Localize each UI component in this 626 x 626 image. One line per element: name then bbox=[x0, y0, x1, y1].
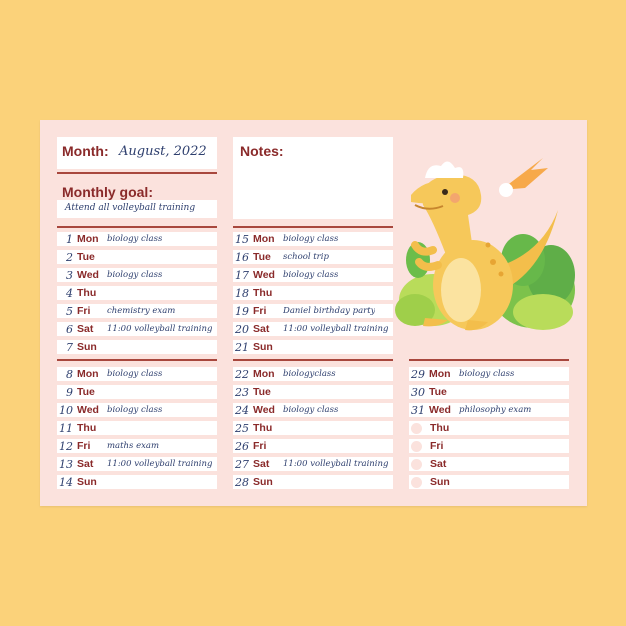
month-rule bbox=[57, 172, 217, 174]
month-value: August, 2022 bbox=[119, 144, 207, 159]
day-number: 10 bbox=[59, 403, 73, 417]
empty-day-marker bbox=[411, 477, 422, 488]
day-number: 19 bbox=[235, 304, 249, 318]
month-box bbox=[57, 137, 217, 169]
day-number: 30 bbox=[411, 385, 425, 399]
col1-top-rule bbox=[57, 226, 217, 228]
col1-mid-rule bbox=[57, 359, 217, 361]
day-note: 11:00 volleyball training bbox=[283, 324, 389, 334]
day-name: Sun bbox=[253, 476, 273, 488]
day-name: Tue bbox=[253, 251, 271, 263]
day-row[interactable] bbox=[57, 250, 217, 264]
day-name: Wed bbox=[429, 404, 451, 416]
day-note: maths exam bbox=[107, 441, 160, 451]
day-row[interactable] bbox=[233, 286, 393, 300]
day-note: biology class bbox=[107, 270, 163, 280]
day-row[interactable] bbox=[233, 385, 393, 399]
day-row[interactable] bbox=[57, 367, 217, 381]
day-number: 14 bbox=[59, 475, 73, 489]
day-row[interactable] bbox=[409, 403, 569, 417]
day-note: school trip bbox=[283, 252, 329, 262]
day-row[interactable] bbox=[57, 457, 217, 471]
day-name: Thu bbox=[253, 287, 273, 299]
day-row[interactable] bbox=[57, 340, 217, 354]
day-row[interactable] bbox=[57, 385, 217, 399]
day-row[interactable] bbox=[57, 421, 217, 435]
day-row[interactable] bbox=[409, 367, 569, 381]
day-name: Fri bbox=[430, 440, 444, 452]
day-number: 18 bbox=[235, 286, 249, 300]
day-name: Wed bbox=[253, 269, 275, 281]
day-note: Daniel birthday party bbox=[283, 306, 376, 316]
day-name: Thu bbox=[77, 422, 97, 434]
day-number: 13 bbox=[59, 457, 73, 471]
day-number: 5 bbox=[66, 304, 73, 318]
day-row[interactable] bbox=[57, 403, 217, 417]
day-row[interactable] bbox=[233, 340, 393, 354]
day-row[interactable] bbox=[233, 322, 393, 336]
day-note: 11:00 volleyball training bbox=[283, 459, 389, 469]
day-row[interactable] bbox=[233, 304, 393, 318]
empty-day-marker bbox=[411, 423, 422, 434]
day-number: 17 bbox=[235, 268, 249, 282]
day-note: biology class bbox=[283, 405, 339, 415]
day-row[interactable] bbox=[57, 439, 217, 453]
day-number: 20 bbox=[235, 322, 249, 336]
day-row[interactable] bbox=[233, 403, 393, 417]
day-row[interactable] bbox=[409, 457, 569, 471]
day-number: 21 bbox=[235, 340, 249, 354]
day-row[interactable] bbox=[409, 421, 569, 435]
month-label: Month: bbox=[62, 143, 109, 159]
day-number: 31 bbox=[411, 403, 425, 417]
day-note: biology class bbox=[107, 369, 163, 379]
day-row[interactable] bbox=[409, 439, 569, 453]
day-name: Sun bbox=[430, 476, 450, 488]
day-name: Sat bbox=[430, 458, 447, 470]
day-number: 27 bbox=[235, 457, 249, 471]
day-row[interactable] bbox=[57, 304, 217, 318]
day-row[interactable] bbox=[57, 286, 217, 300]
day-row[interactable] bbox=[409, 475, 569, 489]
day-name: Tue bbox=[77, 386, 95, 398]
day-name: Fri bbox=[77, 440, 91, 452]
day-number: 2 bbox=[66, 250, 73, 264]
day-number: 12 bbox=[59, 439, 73, 453]
day-number: 16 bbox=[235, 250, 249, 264]
day-row[interactable] bbox=[233, 367, 393, 381]
day-row[interactable] bbox=[233, 250, 393, 264]
day-name: Fri bbox=[253, 305, 267, 317]
day-name: Tue bbox=[253, 386, 271, 398]
day-name: Tue bbox=[429, 386, 447, 398]
day-name: Mon bbox=[253, 233, 275, 245]
day-number: 1 bbox=[66, 232, 73, 246]
day-name: Thu bbox=[253, 422, 273, 434]
day-number: 29 bbox=[411, 367, 425, 381]
day-number: 3 bbox=[66, 268, 73, 282]
day-name: Mon bbox=[429, 368, 451, 380]
day-number: 15 bbox=[235, 232, 249, 246]
day-row[interactable] bbox=[233, 268, 393, 282]
day-number: 6 bbox=[66, 322, 73, 336]
day-name: Wed bbox=[77, 269, 99, 281]
col2-top-rule bbox=[233, 226, 393, 228]
day-row[interactable] bbox=[57, 322, 217, 336]
day-number: 11 bbox=[59, 421, 73, 435]
day-row[interactable] bbox=[57, 268, 217, 282]
day-row[interactable] bbox=[233, 457, 393, 471]
day-name: Tue bbox=[77, 251, 95, 263]
day-row[interactable] bbox=[233, 475, 393, 489]
day-name: Mon bbox=[77, 233, 99, 245]
notes-label: Notes: bbox=[240, 143, 284, 159]
day-note: 11:00 volleyball training bbox=[107, 324, 213, 334]
day-number: 25 bbox=[235, 421, 249, 435]
day-name: Sat bbox=[253, 323, 270, 335]
day-row[interactable] bbox=[409, 385, 569, 399]
day-number: 7 bbox=[66, 340, 73, 354]
day-number: 8 bbox=[66, 367, 73, 381]
day-name: Fri bbox=[253, 440, 267, 452]
day-name: Thu bbox=[430, 422, 450, 434]
day-number: 28 bbox=[235, 475, 249, 489]
day-number: 9 bbox=[66, 385, 73, 399]
day-note: philosophy exam bbox=[459, 405, 532, 415]
goal-label: Monthly goal: bbox=[62, 184, 153, 200]
day-note: chemistry exam bbox=[107, 306, 176, 316]
day-name: Thu bbox=[77, 287, 97, 299]
day-name: Sat bbox=[253, 458, 270, 470]
day-number: 4 bbox=[66, 286, 73, 300]
day-number: 22 bbox=[235, 367, 249, 381]
day-number: 23 bbox=[235, 385, 249, 399]
day-name: Sat bbox=[77, 458, 94, 470]
day-number: 24 bbox=[235, 403, 249, 417]
day-row[interactable] bbox=[57, 232, 217, 246]
day-name: Wed bbox=[253, 404, 275, 416]
notes-box[interactable] bbox=[233, 137, 393, 219]
day-note: biology class bbox=[459, 369, 515, 379]
day-name: Sun bbox=[77, 341, 97, 353]
day-name: Fri bbox=[77, 305, 91, 317]
day-name: Sun bbox=[253, 341, 273, 353]
day-row[interactable] bbox=[57, 475, 217, 489]
day-note: 11:00 volleyball training bbox=[107, 459, 213, 469]
day-name: Wed bbox=[77, 404, 99, 416]
day-name: Mon bbox=[77, 368, 99, 380]
day-name: Sun bbox=[77, 476, 97, 488]
day-row[interactable] bbox=[233, 232, 393, 246]
col3-mid-rule bbox=[409, 359, 569, 361]
day-name: Sat bbox=[77, 323, 94, 335]
day-note: biology class bbox=[107, 234, 163, 244]
day-name: Mon bbox=[253, 368, 275, 380]
empty-day-marker bbox=[411, 459, 422, 470]
col2-mid-rule bbox=[233, 359, 393, 361]
dinosaur-illustration bbox=[393, 150, 583, 340]
empty-day-marker bbox=[411, 441, 422, 452]
day-number: 26 bbox=[235, 439, 249, 453]
goal-box bbox=[57, 200, 217, 218]
goal-value: Attend all volleyball training bbox=[65, 203, 196, 213]
day-row[interactable] bbox=[233, 421, 393, 435]
day-note: biology class bbox=[107, 405, 163, 415]
day-row[interactable] bbox=[233, 439, 393, 453]
day-note: biology class bbox=[283, 234, 339, 244]
day-note: biologyclass bbox=[283, 369, 336, 379]
day-note: biology class bbox=[283, 270, 339, 280]
